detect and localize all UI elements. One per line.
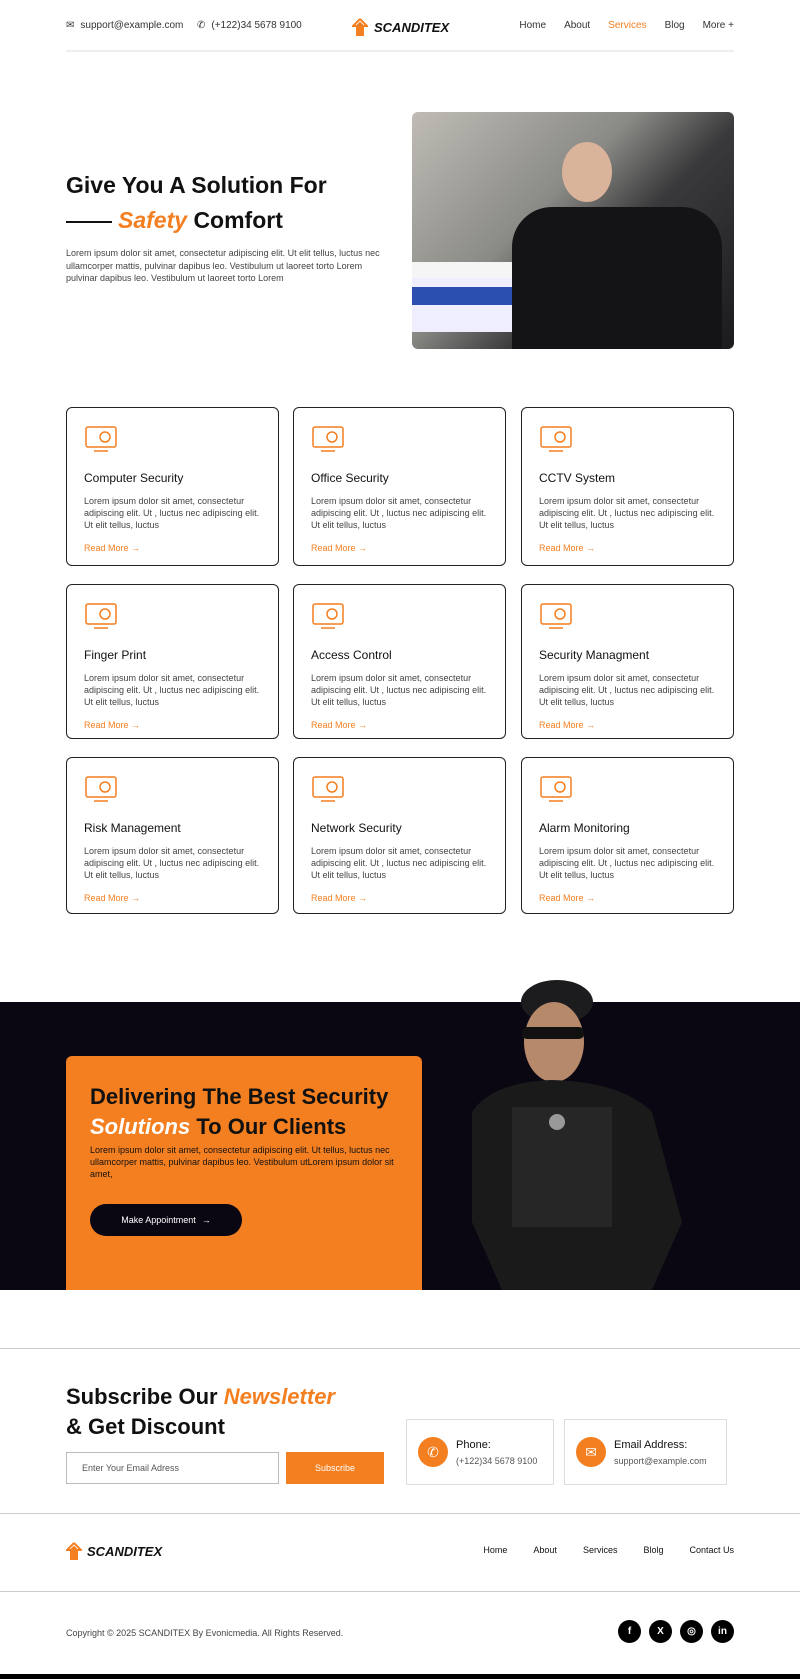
- nav-more[interactable]: [703, 20, 734, 31]
- x-twitter-icon[interactable]: X: [649, 1620, 672, 1643]
- arrow-right-icon: →: [131, 720, 141, 730]
- phone-card: [406, 1419, 554, 1485]
- service-title: Finger Print: [84, 648, 147, 662]
- service-text: Lorem ipsum dolor sit amet, consectetur adipiscing elit. Ut , luctus nec adipiscing elit. Ut elit tellus, luctus: [84, 673, 260, 707]
- hero-image-police-officer: [412, 112, 734, 349]
- service-text: Lorem ipsum dolor sit amet, consectetur adipiscing elit. Ut , luctus nec adipiscing elit. Ut elit tellus, luctus: [311, 673, 487, 707]
- make-appointment-button[interactable]: [90, 1204, 242, 1236]
- newsletter-title: [66, 1382, 335, 1442]
- read-more-label: Read More: [311, 543, 356, 553]
- service-card[interactable]: [293, 584, 506, 739]
- hero-title-line1: Give You A Solution For: [66, 172, 327, 198]
- newsletter-title-accent: Newsletter: [223, 1384, 335, 1409]
- make-appointment-label: Make Appointment: [121, 1215, 196, 1225]
- service-text: Lorem ipsum dolor sit amet, consectetur adipiscing elit. Ut , luctus nec adipiscing elit. Ut elit tellus, luctus: [539, 496, 715, 530]
- hero-title-accent: Safety: [118, 207, 188, 233]
- top-header: [66, 18, 734, 52]
- logo-text: SCANDITEX: [374, 19, 450, 35]
- service-title: Computer Security: [84, 471, 184, 485]
- service-card[interactable]: [521, 584, 734, 739]
- hero-title-rest: Comfort: [193, 207, 283, 233]
- newsletter-email-input[interactable]: [66, 1452, 279, 1484]
- copyright: Copyright © 2025 SCANDITEX By Evonicmedia. All Rights Reserved.: [66, 1628, 344, 1638]
- hero-title: [66, 168, 327, 238]
- cta-text: Lorem ipsum dolor sit amet, consectetur adipiscing elit. Ut tellus, luctus nec ullamcorper mattis, pulvinar dapibus leo. Vestibulum utLorem ipsum dolor sit amet,: [90, 1145, 394, 1179]
- footer-nav-blog[interactable]: Blolg: [643, 1545, 664, 1555]
- hero-text: Lorem ipsum dolor sit amet, consectetur adipiscing elit. Ut elit tellus, luctus nec ullamcorper mattis, pulvinar dapibus leo. Vestibulum ut laoreet torto Lorem pulvinar dapibus leo. Vestibulum ut laoreet torto Lorem: [66, 248, 380, 283]
- email-card: [564, 1419, 727, 1485]
- read-more-link[interactable]: [539, 543, 716, 553]
- newsletter-title-b: & Get Discount: [66, 1414, 225, 1439]
- read-more-link[interactable]: [84, 893, 261, 903]
- service-text: Lorem ipsum dolor sit amet, consectetur adipiscing elit. Ut , luctus nec adipiscing elit. Ut elit tellus, luctus: [84, 846, 260, 880]
- firewall-icon: [311, 774, 345, 804]
- header-phone[interactable]: [197, 20, 302, 31]
- divider: [0, 1513, 800, 1514]
- subscribe-button[interactable]: Subscribe: [286, 1452, 384, 1484]
- security-guard-icon: [311, 424, 345, 454]
- service-card[interactable]: [521, 757, 734, 914]
- cta-title-b: To Our Clients: [196, 1114, 347, 1139]
- footer-nav: [483, 1545, 734, 1555]
- cta-title: [90, 1082, 398, 1142]
- nav-home[interactable]: Home: [519, 20, 547, 31]
- service-text: Lorem ipsum dolor sit amet, consectetur adipiscing elit. Ut , luctus nec adipiscing elit. Ut elit tellus, luctus: [311, 496, 487, 530]
- arrow-right-icon: →: [131, 543, 141, 553]
- email-placeholder: Enter Your Email Adress: [82, 1463, 180, 1473]
- newsletter-title-a: Subscribe Our: [66, 1384, 218, 1409]
- social-links: [618, 1620, 734, 1643]
- fingerprint-icon: [84, 601, 118, 631]
- footer-nav-about[interactable]: About: [533, 1545, 557, 1555]
- envelope-icon: ✉: [576, 1437, 606, 1467]
- arrow-right-icon: →: [201, 1215, 211, 1225]
- service-card[interactable]: [293, 407, 506, 566]
- arrow-right-icon: →: [358, 893, 368, 903]
- read-more-link[interactable]: [311, 543, 488, 553]
- service-title: Risk Management: [84, 821, 181, 835]
- read-more-label: Read More: [84, 720, 129, 730]
- read-more-link[interactable]: [539, 893, 716, 903]
- divider: [0, 1591, 800, 1592]
- logo[interactable]: [352, 18, 449, 36]
- access-card-icon: [311, 601, 345, 631]
- cta-box: [66, 1056, 422, 1290]
- cta-title-a: Delivering The Best Security: [90, 1084, 389, 1109]
- cctv-camera-icon: [539, 424, 573, 454]
- plus-icon: +: [728, 20, 734, 31]
- read-more-label: Read More: [311, 893, 356, 903]
- read-more-link[interactable]: [311, 893, 488, 903]
- phone-value: (+122)34 5678 9100: [456, 1455, 538, 1466]
- service-card[interactable]: [66, 584, 279, 739]
- service-title: CCTV System: [539, 471, 616, 485]
- nav-blog[interactable]: Blog: [664, 20, 685, 31]
- target-icon: [84, 774, 118, 804]
- service-title: Network Security: [311, 821, 402, 835]
- service-text: Lorem ipsum dolor sit amet, consectetur adipiscing elit. Ut , luctus nec adipiscing elit. Ut elit tellus, luctus: [311, 846, 487, 880]
- arrow-right-icon: →: [358, 543, 368, 553]
- footer-nav-home[interactable]: Home: [483, 1545, 508, 1555]
- email-value: support@example.com: [614, 1455, 707, 1466]
- phone-label: Phone:: [456, 1438, 491, 1451]
- read-more-label: Read More: [539, 893, 584, 903]
- footer-nav-services[interactable]: Services: [582, 1545, 618, 1555]
- service-title: Access Control: [311, 648, 392, 662]
- computer-key-icon: [84, 424, 118, 454]
- read-more-label: Read More: [311, 720, 356, 730]
- arrow-right-icon: →: [586, 893, 596, 903]
- envelope-icon: ✉: [66, 20, 75, 31]
- footer-logo[interactable]: [66, 1542, 162, 1560]
- arrow-right-icon: →: [358, 720, 368, 730]
- read-more-link[interactable]: [84, 543, 261, 553]
- facebook-icon[interactable]: f: [618, 1620, 641, 1643]
- header-email-text: support@example.com: [80, 20, 184, 31]
- service-title: Security Managment: [539, 648, 650, 662]
- nav-about[interactable]: About: [564, 20, 591, 31]
- arrow-right-icon: →: [586, 720, 596, 730]
- email-label: Email Address:: [614, 1438, 688, 1451]
- cta-title-accent: Solutions: [90, 1114, 191, 1139]
- title-divider: [66, 221, 112, 223]
- service-text: Lorem ipsum dolor sit amet, consectetur adipiscing elit. Ut , luctus nec adipiscing elit. Ut elit tellus, luctus: [84, 496, 260, 530]
- linkedin-icon[interactable]: in: [711, 1620, 734, 1643]
- service-card[interactable]: [66, 407, 279, 566]
- read-more-label: Read More: [84, 893, 129, 903]
- service-title: Office Security: [311, 471, 389, 485]
- read-more-link[interactable]: [84, 720, 261, 730]
- divider: [0, 1348, 800, 1349]
- header-phone-text: (+122)34 5678 9100: [211, 20, 302, 31]
- service-card[interactable]: [293, 757, 506, 914]
- logo-icon: [66, 1542, 82, 1560]
- main-nav: [519, 20, 734, 31]
- phone-icon: ✆: [197, 20, 206, 31]
- instagram-icon[interactable]: ◎: [680, 1620, 703, 1643]
- service-card[interactable]: [66, 757, 279, 914]
- bottom-bar: [0, 1674, 800, 1679]
- lock-password-icon: [539, 601, 573, 631]
- logo-icon: [352, 18, 368, 36]
- alarm-siren-icon: [539, 774, 573, 804]
- read-more-link[interactable]: [311, 720, 488, 730]
- read-more-label: Read More: [539, 543, 584, 553]
- nav-more-label: More: [702, 20, 726, 31]
- header-email[interactable]: [66, 20, 183, 31]
- service-title: Alarm Monitoring: [539, 821, 630, 835]
- read-more-link[interactable]: [539, 720, 716, 730]
- service-card[interactable]: [521, 407, 734, 566]
- footer-nav-contact[interactable]: Contact Us: [689, 1545, 734, 1555]
- phone-icon: ✆: [418, 1437, 448, 1467]
- read-more-label: Read More: [539, 720, 584, 730]
- service-text: Lorem ipsum dolor sit amet, consectetur adipiscing elit. Ut , luctus nec adipiscing elit. Ut elit tellus, luctus: [539, 846, 715, 880]
- arrow-right-icon: →: [131, 893, 141, 903]
- arrow-right-icon: →: [586, 543, 596, 553]
- security-guard-image: [452, 972, 732, 1290]
- service-text: Lorem ipsum dolor sit amet, consectetur adipiscing elit. Ut , luctus nec adipiscing elit. Ut elit tellus, luctus: [539, 673, 715, 707]
- read-more-label: Read More: [84, 543, 129, 553]
- logo-text: SCANDITEX: [87, 1543, 163, 1559]
- nav-services[interactable]: Services: [608, 20, 647, 31]
